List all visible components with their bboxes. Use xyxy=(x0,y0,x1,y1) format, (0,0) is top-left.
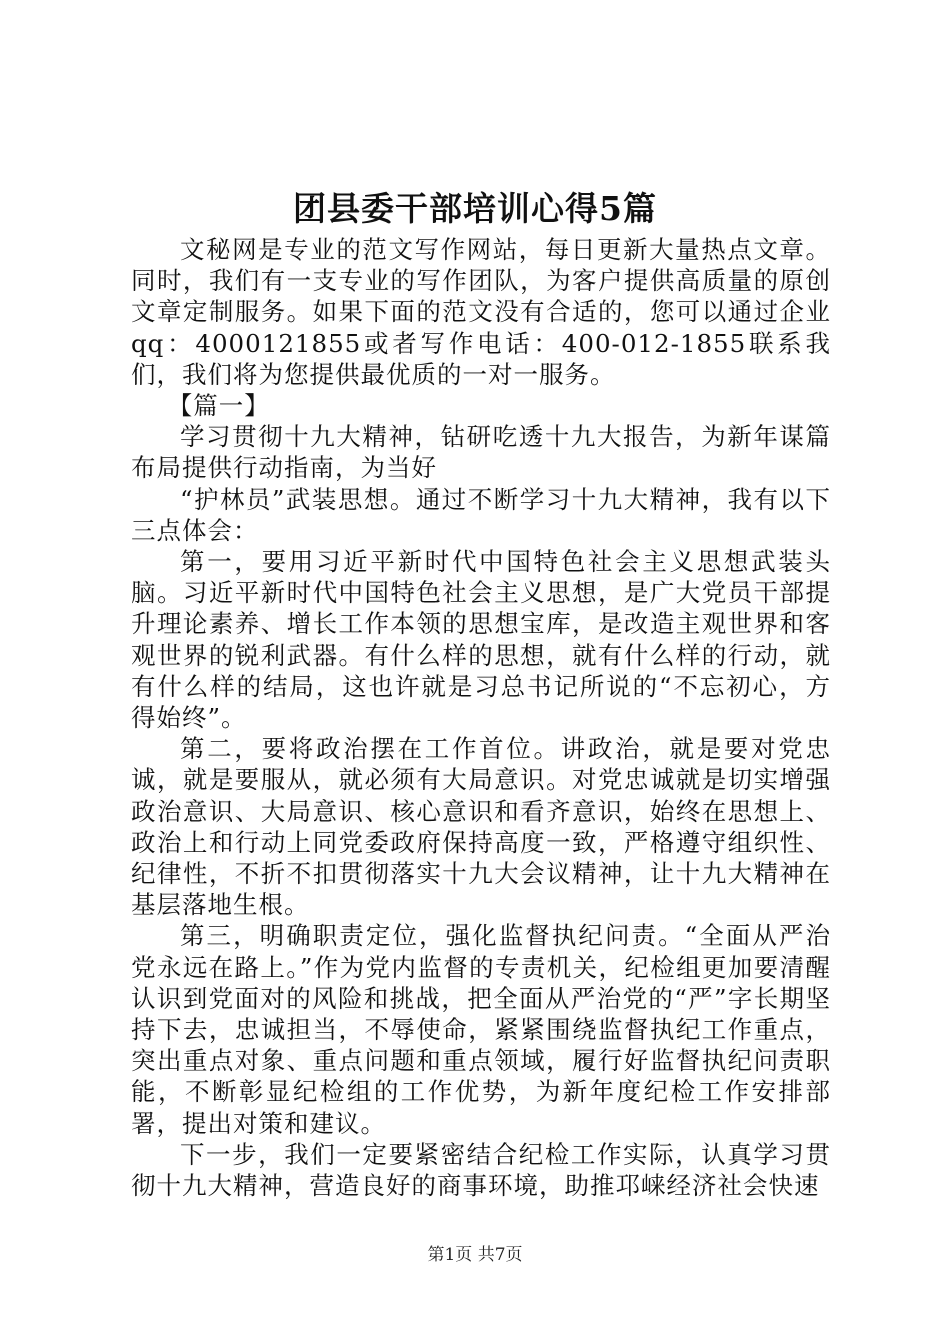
document-body xyxy=(131,234,831,1201)
document-title: 团县委干部培训心得5篇 xyxy=(293,189,657,228)
page-number-footer: 第1页 共7页 xyxy=(427,1245,523,1265)
body-paragraph: 学习贯彻十九大精神，钻研吃透十九大报告，为新年谋篇布局提供行动指南，为当好 xyxy=(131,422,831,483)
section-heading: 【篇一】 xyxy=(167,391,270,421)
intro-paragraph: 文秘网是专业的范文写作网站，每日更新大量热点文章。同时，我们有一支专业的写作团队，为客户提供高质量的原创文章定制服务。如果下面的范文没有合适的，您可以通过企业qq：4000121855或者写作电话：400-012-1855联系我们，我们将为您提供最优质的一对一服务。 xyxy=(131,235,831,389)
body-paragraph: 第三，明确职责定位，强化监督执纪问责。“全面从严治党永远在路上。”作为党内监督的专责机关，纪检组更加要清醒认识到党面对的风险和挑战，把全面从严治党的“严”字长期坚持下去，忠诚担当，不辱使命，紧紧围绕监督执纪工作重点，突出重点对象、重点问题和重点领域，履行好监督执纪问责职能，不断彰显纪检组的工作优势，为新年度纪检工作安排部署，提出对策和建议。 xyxy=(131,921,831,1138)
body-paragraph: 下一步，我们一定要紧密结合纪检工作实际，认真学习贯彻十九大精神，营造良好的商事环境，助推邛崃经济社会快速 xyxy=(131,1139,831,1201)
body-paragraph: “护林员”武装思想。通过不断学习十九大精神，我有以下三点体会： xyxy=(131,484,831,545)
body-paragraph: 第二，要将政治摆在工作首位。讲政治，就是要对党忠诚，就是要服从，就必须有大局意识。对党忠诚就是切实增强政治意识、大局意识、核心意识和看齐意识，始终在思想上、政治上和行动上同党委政府保持高度一致，严格遵守组织性、纪律性，不折不扣贯彻落实十九大会议精神，让十九大精神在基层落地生根。 xyxy=(131,734,831,920)
body-paragraph: 第一，要用习近平新时代中国特色社会主义思想武装头脑。习近平新时代中国特色社会主义思想，是广大党员干部提升理论素养、增长工作本领的思想宝库，是改造主观世界和客观世界的锐利武器。有什么样的思想，就有什么样的行动，就有什么样的结局，这也许就是习总书记所说的“不忘初心，方得始终”。 xyxy=(131,547,831,733)
